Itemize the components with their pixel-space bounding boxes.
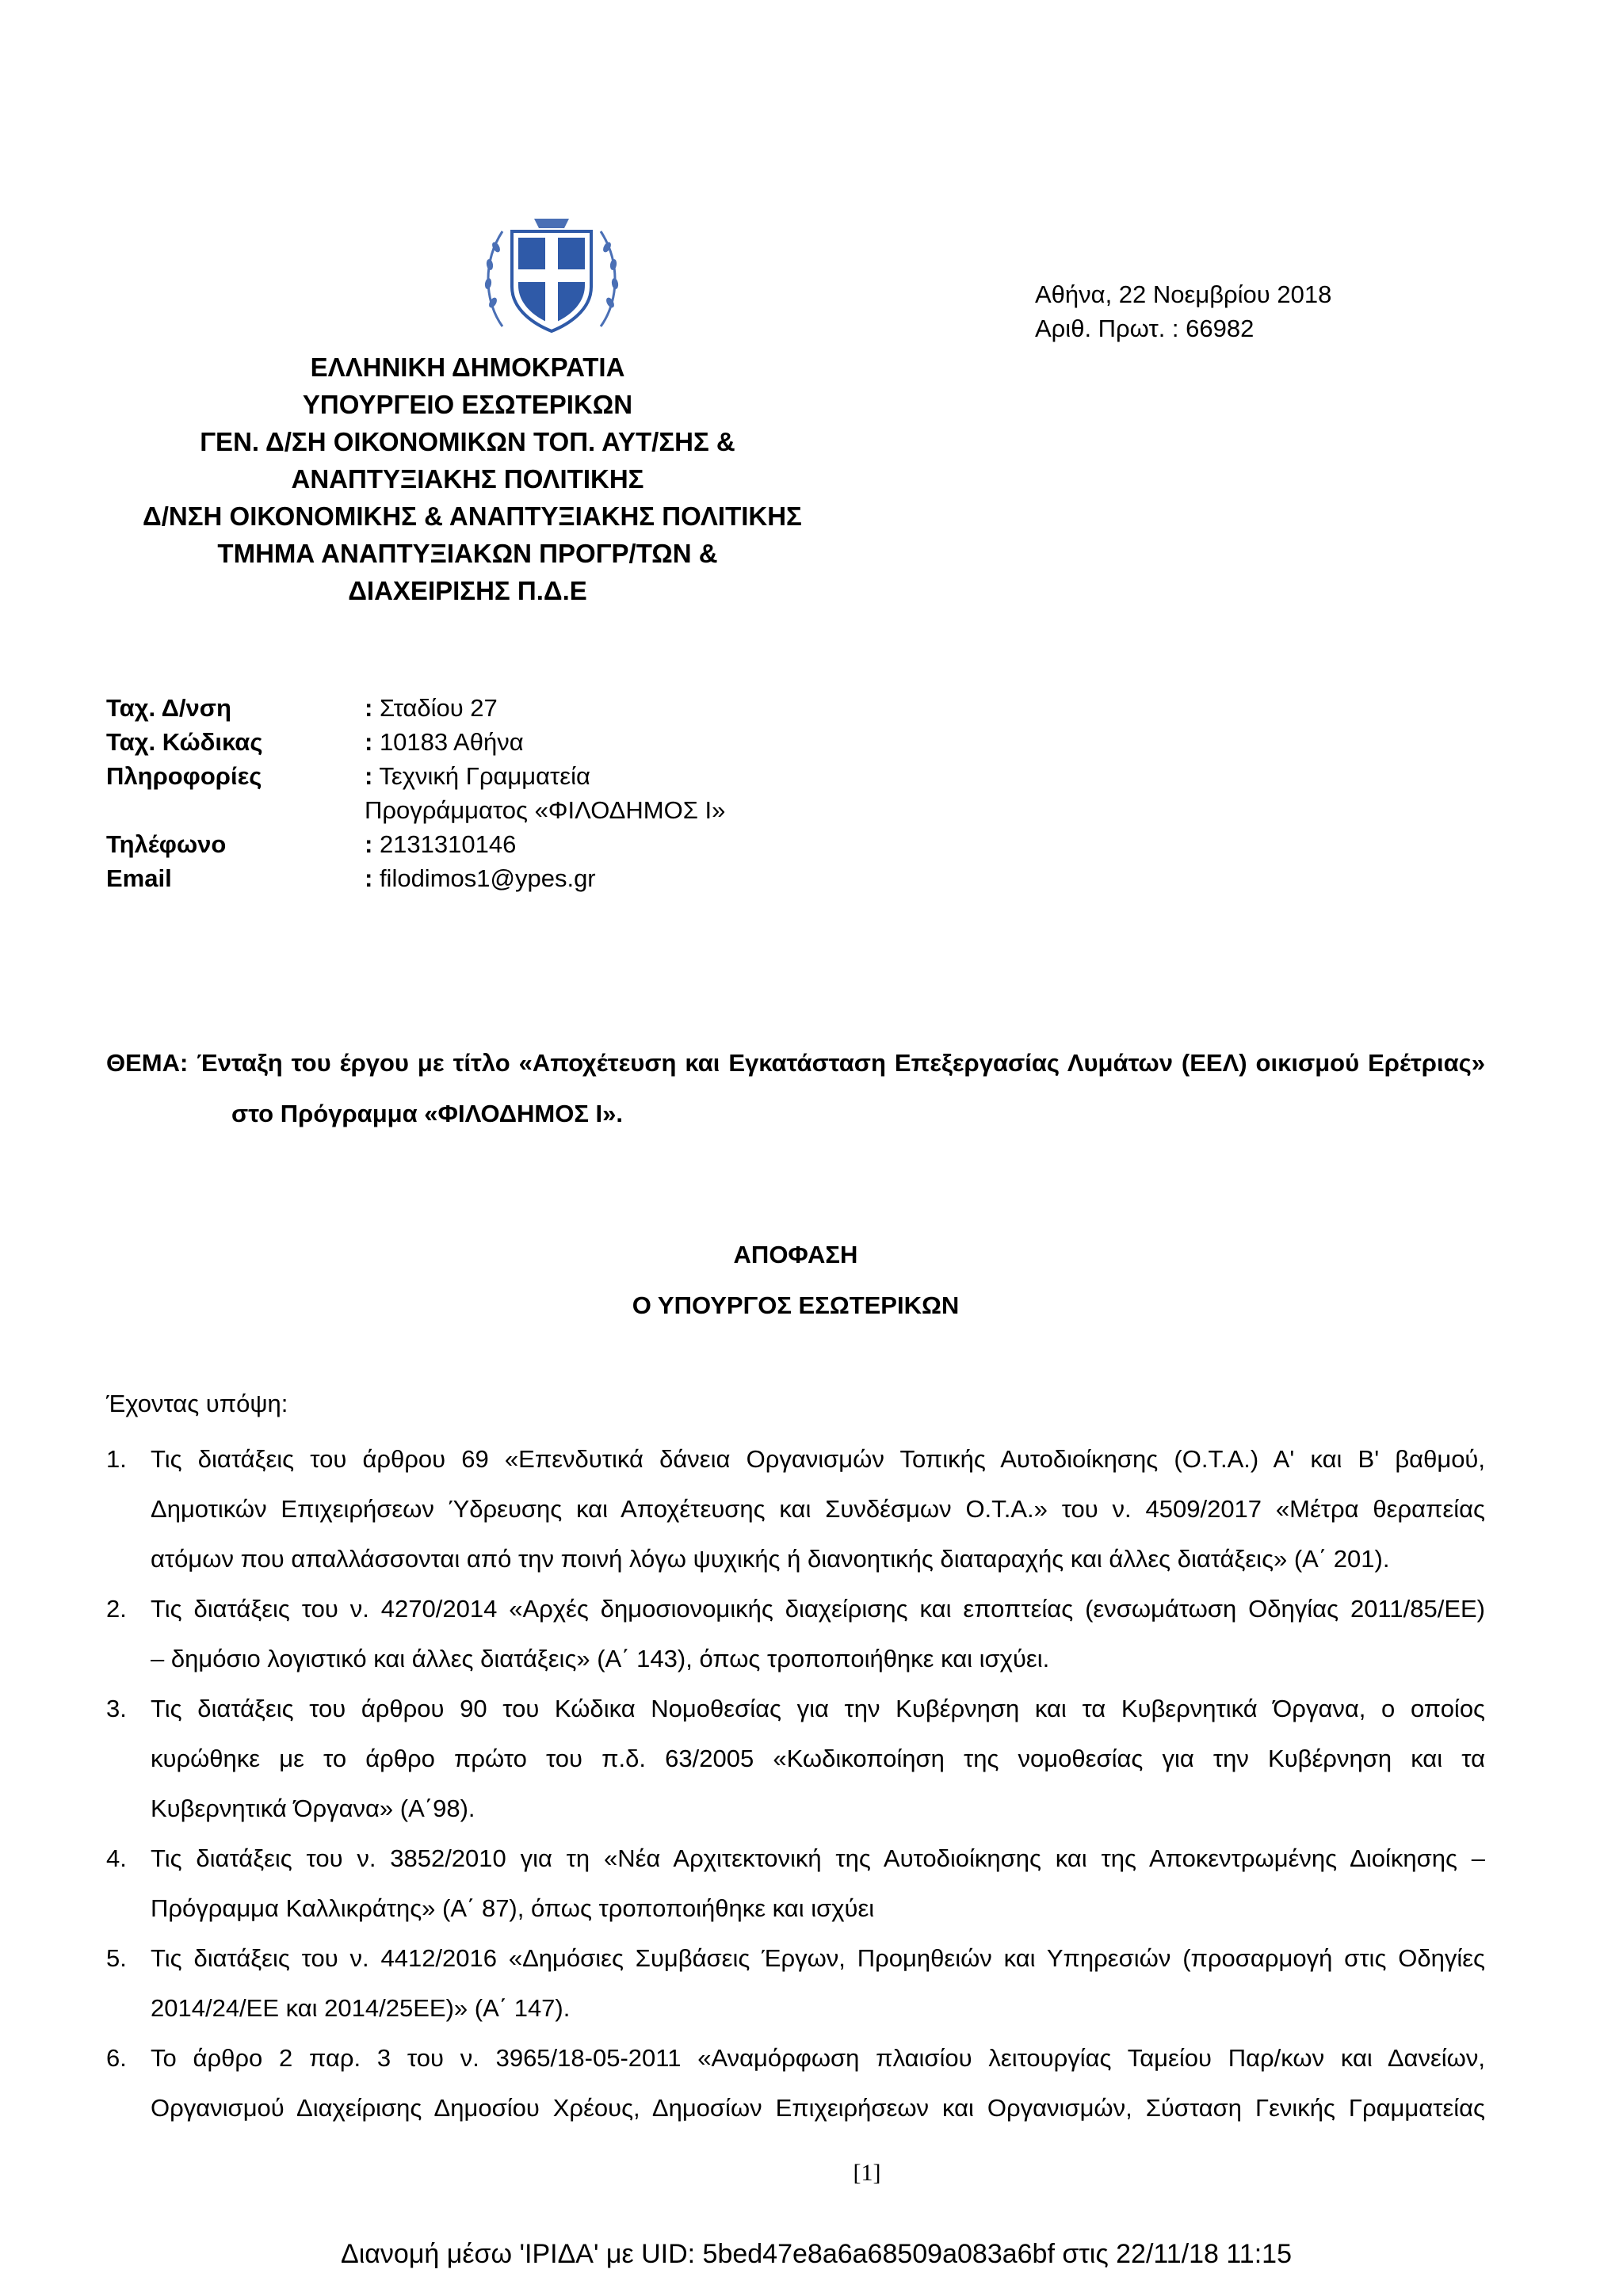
- contact-row: [106, 861, 725, 895]
- date-line: Αθήνα, 22 Νοεμβρίου 2018: [1035, 280, 1332, 308]
- letterhead-line: Δ/ΝΣΗ ΟΙΚΟΝΟΜΙΚΗΣ & ΑΝΑΠΤΥΞΙΑΚΗΣ ΠΟΛΙΤΙΚΗΣ: [143, 502, 802, 531]
- list-number: 5.: [106, 1944, 127, 1972]
- list-item: [106, 1933, 1485, 2033]
- list-line: Τις διατάξεις του ν. 4270/2014 «Αρχές δημοσιονομικής διαχείρισης και εποπτείας (ενσωμάτωση Οδηγίας 2011/85/ΕΕ): [151, 1595, 1485, 1623]
- minister-title: Ο ΥΠΟΥΡΓΟΣ ΕΣΩΤΕΡΙΚΩΝ: [632, 1291, 960, 1319]
- contact-email: filodimos1@ypes.gr: [372, 864, 596, 892]
- list-line: ατόμων που απαλλάσσονται από την ποινή λόγω ψυχικής ή διανοητικής διαταραχής και άλλες διατάξεις» (Α΄ 201).: [151, 1545, 1390, 1573]
- contact-label: Ταχ. Δ/νση: [106, 694, 231, 722]
- distribution-footer: Διανομή μέσω 'ΙΡΙΔΑ' με UID: 5bed47e8a6a68509a083a6bf στις 22/11/18 11:15: [341, 2239, 1292, 2269]
- list-number: 6.: [106, 2044, 127, 2072]
- subject: [106, 1038, 1485, 1139]
- contact-value: Προγράμματος «ΦΙΛΟΔΗΜΟΣ Ι»: [365, 796, 726, 824]
- contact-colon: :: [365, 694, 373, 722]
- contact-value: Τεχνική Γραμματεία: [372, 762, 590, 790]
- list-line: Τις διατάξεις του ν. 3852/2010 για τη «Νέα Αρχιτεκτονική της Αυτοδιοίκησης και της Αποκεντρωμένης Διοίκησης –: [151, 1844, 1485, 1872]
- list-item: [106, 2033, 1485, 2133]
- list-number: 3.: [106, 1695, 127, 1722]
- intro-text: Έχοντας υπόψη:: [106, 1390, 288, 1417]
- list-line: Τις διατάξεις του άρθρου 69 «Επενδυτικά δάνεια Οργανισμών Τοπικής Αυτοδιοίκησης (Ο.Τ.Α.) Α' και Β' βαθμού,: [151, 1445, 1485, 1473]
- contact-row: [106, 691, 725, 725]
- considerations-list: [106, 1434, 1485, 2133]
- contact-colon: :: [365, 864, 373, 892]
- contact-colon: :: [365, 830, 373, 858]
- contact-info: [106, 691, 725, 895]
- list-number: 4.: [106, 1844, 127, 1872]
- contact-row: [106, 725, 725, 759]
- list-line: Δημοτικών Επιχειρήσεων Ύδρευσης και Αποχέτευσης και Συνδέσμων Ο.Τ.Α.» του ν. 4509/2017 «Μέτρα θεραπείας: [151, 1495, 1485, 1523]
- list-item: [106, 1833, 1485, 1933]
- list-item: [106, 1584, 1485, 1684]
- page-number: [1]: [853, 2160, 881, 2186]
- contact-row: [106, 793, 725, 827]
- list-item: [106, 1684, 1485, 1833]
- letterhead-line: ΕΛΛΗΝΙΚΗ ΔΗΜΟΚΡΑΤΙΑ: [310, 353, 625, 382]
- letterhead-line: ΤΜΗΜΑ ΑΝΑΠΤΥΞΙΑΚΩΝ ΠΡΟΓΡ/ΤΩΝ &: [217, 539, 718, 568]
- list-line: 2014/24/ΕΕ και 2014/25ΕΕ)» (Α΄ 147).: [151, 1994, 571, 2022]
- contact-value: Σταδίου 27: [372, 694, 498, 722]
- list-line: Οργανισμού Διαχείρισης Δημοσίου Χρέους, Δημοσίων Επιχειρήσεων και Οργανισμών, Σύσταση Γενικής Γραμματείας: [151, 2094, 1485, 2122]
- letterhead-line: ΥΠΟΥΡΓΕΙΟ ΕΣΩΤΕΡΙΚΩΝ: [302, 390, 633, 419]
- coat-of-arms-icon: [479, 208, 624, 338]
- letterhead-line: ΔΙΑΧΕΙΡΙΣΗΣ Π.Δ.Ε: [348, 576, 587, 605]
- list-item: [106, 1434, 1485, 1584]
- list-line: Το άρθρο 2 παρ. 3 του ν. 3965/18-05-2011 «Αναμόρφωση πλαισίου λειτουργίας Ταμείου Παρ/κων και Δανείων,: [151, 2044, 1485, 2072]
- contact-row: [106, 827, 725, 861]
- contact-row: [106, 759, 725, 793]
- letterhead-line: ΑΝΑΠΤΥΞΙΑΚΗΣ ΠΟΛΙΤΙΚΗΣ: [291, 464, 644, 494]
- contact-colon: :: [365, 762, 373, 790]
- contact-label: Email: [106, 864, 172, 892]
- list-line: Τις διατάξεις του ν. 4412/2016 «Δημόσιες Συμβάσεις Έργων, Προμηθειών και Υπηρεσιών (προσαρμογή στις Οδηγίες: [151, 1944, 1485, 1972]
- decision-title: ΑΠΟΦΑΣΗ: [733, 1241, 858, 1268]
- list-line: Κυβερνητικά Όργανα» (Α΄98).: [151, 1794, 475, 1822]
- letterhead-line: ΓΕΝ. Δ/ΣΗ ΟΙΚΟΝΟΜΙΚΩΝ ΤΟΠ. ΑΥΤ/ΣΗΣ &: [200, 427, 735, 456]
- letterhead: [143, 349, 802, 609]
- list-line: Τις διατάξεις του άρθρου 90 του Κώδικα Νομοθεσίας για την Κυβέρνηση και τα Κυβερνητικά Όργανα, ο οποίος: [151, 1695, 1485, 1722]
- protocol-number: Αριθ. Πρωτ. : 66982: [1035, 315, 1254, 342]
- list-number: 2.: [106, 1595, 127, 1623]
- subject-line: ΘΕΜΑ: Ένταξη του έργου με τίτλο «Αποχέτευση και Εγκατάσταση Επεξεργασίας Λυμάτων (ΕΕΛ) οικισμού Ερέτριας»: [106, 1049, 1485, 1077]
- list-line: – δημόσιο λογιστικό και άλλες διατάξεις» (Α΄ 143), όπως τροποποιήθηκε και ισχύει.: [151, 1645, 1050, 1672]
- list-line: κυρώθηκε με το άρθρο πρώτο του π.δ. 63/2005 «Κωδικοποίηση της νομοθεσίας για την Κυβέρνηση και τα: [151, 1745, 1485, 1772]
- subject-line: στο Πρόγραμμα «ΦΙΛΟΔΗΜΟΣ Ι».: [231, 1100, 624, 1127]
- contact-value: 2131310146: [372, 830, 517, 858]
- list-number: 1.: [106, 1445, 127, 1473]
- contact-label: [106, 793, 365, 827]
- contact-colon: :: [365, 728, 373, 756]
- contact-label: Πληροφορίες: [106, 762, 262, 790]
- date-block: [1035, 277, 1331, 345]
- contact-label: Τηλέφωνο: [106, 830, 227, 858]
- contact-label: Ταχ. Κώδικας: [106, 728, 263, 756]
- list-line: Πρόγραμμα Καλλικράτης» (Α΄ 87), όπως τροποποιήθηκε και ισχύει: [151, 1894, 875, 1922]
- contact-value: 10183 Αθήνα: [372, 728, 524, 756]
